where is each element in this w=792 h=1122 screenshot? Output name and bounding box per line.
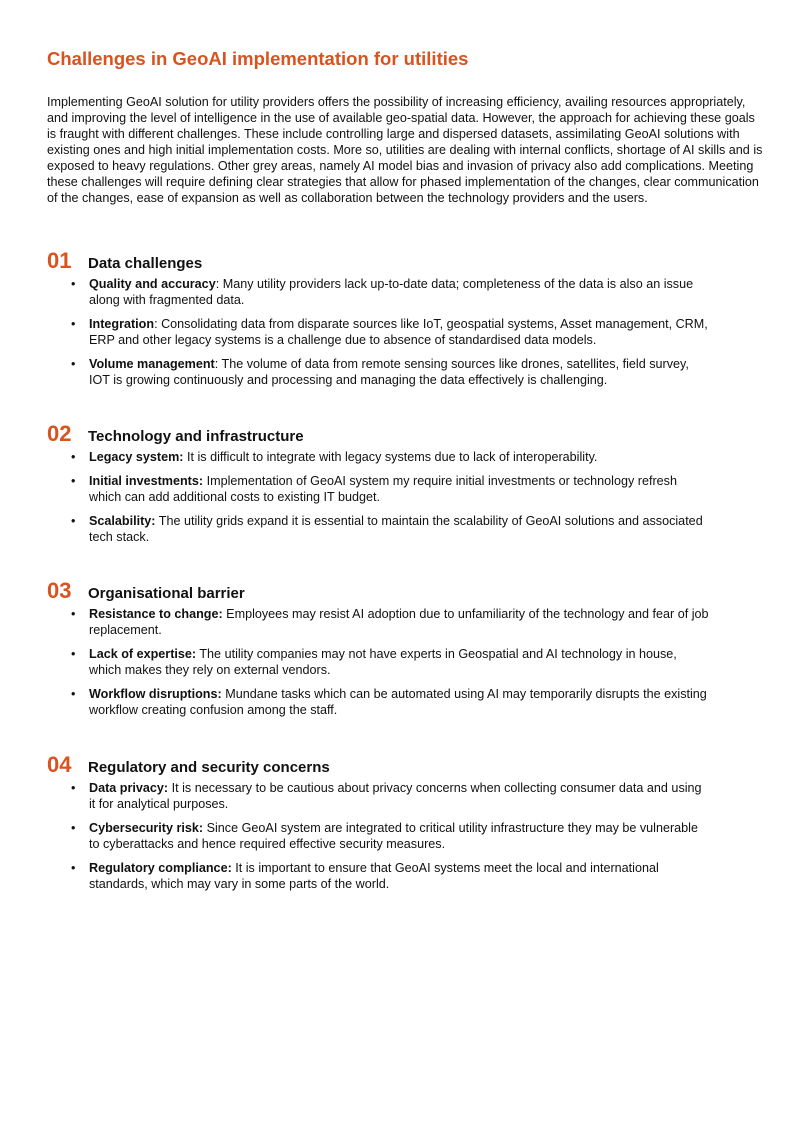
page-title: Challenges in GeoAI implementation for utilities <box>47 48 469 69</box>
section-title: Data challenges <box>88 255 203 272</box>
bullet-list <box>47 606 759 718</box>
list-item <box>47 276 709 308</box>
section-heading <box>47 248 759 276</box>
item-term: Volume management <box>89 357 215 371</box>
bullet-icon: • <box>71 861 76 875</box>
item-term: Cybersecurity risk: <box>89 821 204 835</box>
item-term: Resistance to change: <box>89 607 223 621</box>
section-number: 03 <box>47 578 72 603</box>
item-term: Scalability: <box>89 514 156 528</box>
bullet-icon: • <box>71 687 76 701</box>
list-item <box>47 686 709 718</box>
list-item <box>47 473 709 505</box>
bullet-icon: • <box>71 647 76 661</box>
section-title: Organisational barrier <box>88 585 245 602</box>
item-term: Workflow disruptions: <box>89 687 222 701</box>
list-item <box>47 606 709 638</box>
item-term: Quality and accuracy <box>89 277 216 291</box>
list-item <box>47 820 709 852</box>
item-term: Integration <box>89 317 155 331</box>
item-term: Initial investments: <box>89 474 204 488</box>
item-text: The utility companies may not have experts in Geospatial and AI technology in house, which makes they rely on external vendors. <box>89 647 677 677</box>
section-title: Regulatory and security concerns <box>88 759 330 776</box>
section-title: Technology and infrastructure <box>88 428 304 445</box>
item-text: It is important to ensure that GeoAI systems meet the local and international standards, which may vary in some parts of the world. <box>89 861 659 891</box>
item-text: It is difficult to integrate with legacy systems due to lack of interoperability. <box>183 450 598 464</box>
item-text: The utility grids expand it is essential to maintain the scalability of GeoAI solutions and associated tech stack. <box>89 514 703 544</box>
bullet-icon: • <box>71 357 76 371</box>
bullet-list <box>47 449 759 545</box>
section-heading <box>47 752 759 780</box>
list-item <box>47 860 709 892</box>
section-number: 01 <box>47 248 72 273</box>
item-text: Mundane tasks which can be automated using AI may temporarily disrupts the existing workflow creating confusion among the staff. <box>89 687 707 717</box>
item-text: Since GeoAI system are integrated to critical utility infrastructure they may be vulnerable to cyberattacks and hence required effective security measures. <box>89 821 698 851</box>
section-number: 04 <box>47 752 72 777</box>
item-text: : Many utility providers lack up-to-date data; completeness of the data is also an issue along with fragmented data. <box>89 277 694 307</box>
bullet-icon: • <box>71 277 76 291</box>
section-number: 02 <box>47 421 72 446</box>
section-heading <box>47 421 759 449</box>
item-text: Employees may resist AI adoption due to unfamiliarity of the technology and fear of job replacement. <box>89 607 709 637</box>
item-text: : The volume of data from remote sensing sources like drones, satellites, field survey, IOT is growing continuously and processing and managing the data effectively is challenging. <box>89 357 689 387</box>
section-heading <box>47 578 759 606</box>
list-item <box>47 316 709 348</box>
section-02 <box>47 421 759 553</box>
list-item <box>47 780 709 812</box>
item-term: Data privacy: <box>89 781 169 795</box>
bullet-icon: • <box>71 821 76 835</box>
item-term: Legacy system: <box>89 450 184 464</box>
bullet-list <box>47 276 759 388</box>
bullet-icon: • <box>71 607 76 621</box>
bullet-icon: • <box>71 474 76 488</box>
item-text: Implementation of GeoAI system my require initial investments or technology refresh which can add additional costs to existing IT budget. <box>89 474 677 504</box>
list-item <box>47 449 709 465</box>
section-04 <box>47 752 759 900</box>
bullet-list <box>47 780 759 892</box>
item-term: Lack of expertise: <box>89 647 197 661</box>
section-03 <box>47 578 759 726</box>
item-term: Regulatory compliance: <box>89 861 232 875</box>
item-text: : Consolidating data from disparate sources like IoT, geospatial systems, Asset management, CRM, ERP and other legacy systems is a challenge due to absence of standardised data models. <box>89 317 708 347</box>
item-text: It is necessary to be cautious about privacy concerns when collecting consumer data and using it for analytical purposes. <box>89 781 702 811</box>
bullet-icon: • <box>71 317 76 331</box>
list-item <box>47 513 709 545</box>
section-01 <box>47 248 759 396</box>
list-item <box>47 356 709 388</box>
bullet-icon: • <box>71 781 76 795</box>
intro-paragraph: Implementing GeoAI solution for utility providers offers the possibility of increasing efficiency, availing resources appropriately, and improving the level of intelligence in the use of available geo-spatial data. However, the approach for achieving these goals is fraught with different challenges. These include controlling large and dispersed datasets, assimilating GeoAI solutions with existing ones and high initial implementation costs. More so, utilities are dealing with internal conflicts, shortage of AI skills and is exposed to heavy regulations. Other grey areas, namely AI model bias and invasion of privacy also add complications. Meeting these challenges will require defining clear strategies that allow for phased implementation of the changes, clear communication of the changes, ease of expansion as well as collaboration between the technology providers and the users. <box>47 95 763 205</box>
bullet-icon: • <box>71 450 76 464</box>
list-item <box>47 646 709 678</box>
bullet-icon: • <box>71 514 76 528</box>
